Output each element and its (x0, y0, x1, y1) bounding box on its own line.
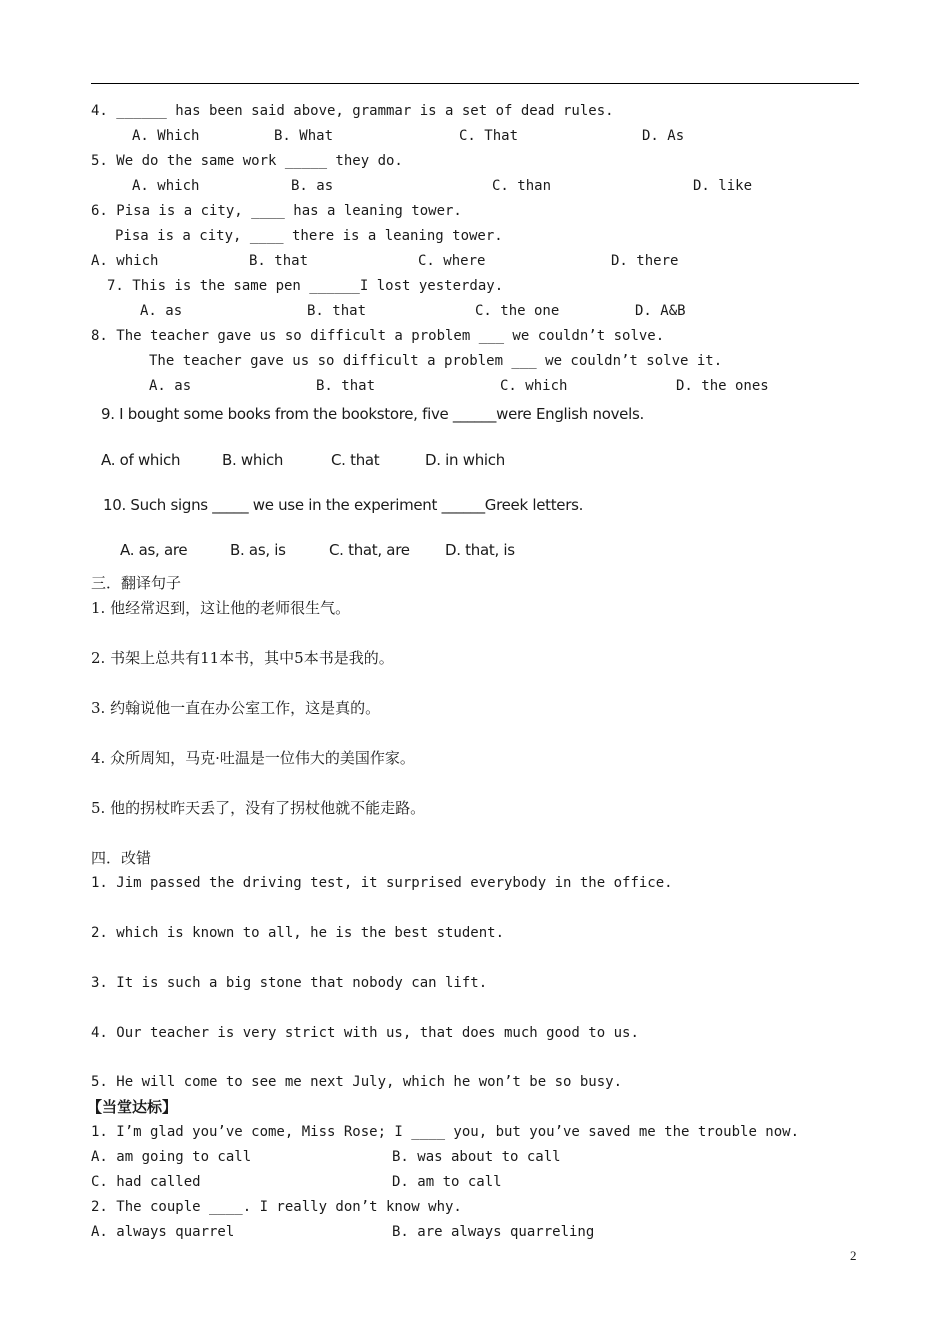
q9-stem: 9. I bought some books from the bookstore, five ______were English novels. (101, 405, 644, 423)
correct-item-1: 1. Jim passed the driving test, it surprised everybody in the office. (91, 875, 673, 891)
q8-option-c: C. which (500, 378, 568, 394)
q5-option-c: C. than (492, 178, 552, 194)
translate-item-5: 5. 他的拐杖昨天丢了，没有了拐杖他就不能走路。 (91, 799, 426, 817)
q4-stem: 4. ______ has been said above, grammar is a set of dead rules. (91, 103, 614, 119)
correct-item-3: 3. It is such a big stone that nobody can lift. (91, 975, 488, 991)
translate-item-3: 3. 约翰说他一直在办公室工作，这是真的。 (91, 699, 381, 717)
q6-option-b: B. that (249, 253, 309, 269)
section-four-heading: 四．改错 (91, 849, 152, 867)
q7-stem: 7. This is the same pen ______I lost yesterday. (107, 278, 504, 294)
q7-option-c: C. the one (475, 303, 560, 319)
q9-option-b: B. which (222, 451, 284, 469)
correct-item-5: 5. He will come to see me next July, which he won’t be so busy. (91, 1074, 623, 1090)
q7-option-a: A. as (140, 303, 183, 319)
q8-stem-b: The teacher gave us so difficult a problem ___ we couldn’t solve it. (149, 353, 723, 369)
in-class-q1-option-a: A. am going to call (91, 1149, 252, 1165)
q7-option-d: D. A&B (635, 303, 686, 319)
in-class-q1-option-c: C. had called (91, 1174, 201, 1190)
q6-option-d: D. there (611, 253, 679, 269)
q5-option-a: A. which (132, 178, 200, 194)
in-class-q2-option-b: B. are always quarreling (392, 1224, 595, 1240)
in-class-q2-stem: 2. The couple ____. I really don’t know why. (91, 1199, 462, 1215)
q8-stem-a: 8. The teacher gave us so difficult a problem ___ we couldn’t solve. (91, 328, 665, 344)
q8-option-b: B. that (316, 378, 376, 394)
q9-option-a: A. of which (101, 451, 181, 469)
q4-option-a: A. Which (132, 128, 200, 144)
q6-stem-a: 6. Pisa is a city, ____ has a leaning tower. (91, 203, 462, 219)
q5-stem: 5. We do the same work _____ they do. (91, 153, 403, 169)
section-three-heading: 三．翻译句子 (91, 574, 182, 592)
q10-option-b: B. as, is (230, 541, 286, 559)
q10-option-c: C. that, are (329, 541, 410, 559)
q9-option-c: C. that (331, 451, 380, 469)
page-number: 2 (850, 1248, 857, 1263)
q10-stem: 10. Such signs _____ we use in the experiment ______Greek letters. (103, 496, 584, 514)
q8-option-a: A. as (149, 378, 192, 394)
q5-option-d: D. like (693, 178, 753, 194)
q10-option-d: D. that, is (445, 541, 515, 559)
q6-option-a: A. which (91, 253, 159, 269)
in-class-q2-option-a: A. always quarrel (91, 1224, 235, 1240)
q4-option-d: D. As (642, 128, 685, 144)
q4-option-b: B. What (274, 128, 334, 144)
in-class-q1-option-d: D. am to call (392, 1174, 502, 1190)
in-class-heading: 【当堂达标】 (87, 1098, 178, 1116)
q10-option-a: A. as, are (120, 541, 188, 559)
translate-item-2: 2. 书架上总共有11本书，其中5本书是我的。 (91, 649, 394, 667)
correct-item-2: 2. which is known to all, he is the best student. (91, 925, 505, 941)
q7-option-b: B. that (307, 303, 367, 319)
q9-option-d: D. in which (425, 451, 505, 469)
q6-option-c: C. where (418, 253, 486, 269)
translate-item-1: 1. 他经常迟到，这让他的老师很生气。 (91, 599, 351, 617)
q5-option-b: B. as (291, 178, 334, 194)
in-class-q1-stem: 1. I’m glad you’ve come, Miss Rose; I ____ you, but you’ve saved me the trouble now. (91, 1124, 800, 1140)
q6-stem-b: Pisa is a city, ____ there is a leaning tower. (115, 228, 503, 244)
correct-item-4: 4. Our teacher is very strict with us, that does much good to us. (91, 1025, 639, 1041)
q4-option-c: C. That (459, 128, 519, 144)
in-class-q1-option-b: B. was about to call (392, 1149, 561, 1165)
translate-item-4: 4. 众所周知，马克·吐温是一位伟大的美国作家。 (91, 749, 415, 767)
header-rule (91, 83, 859, 84)
q8-option-d: D. the ones (676, 378, 769, 394)
